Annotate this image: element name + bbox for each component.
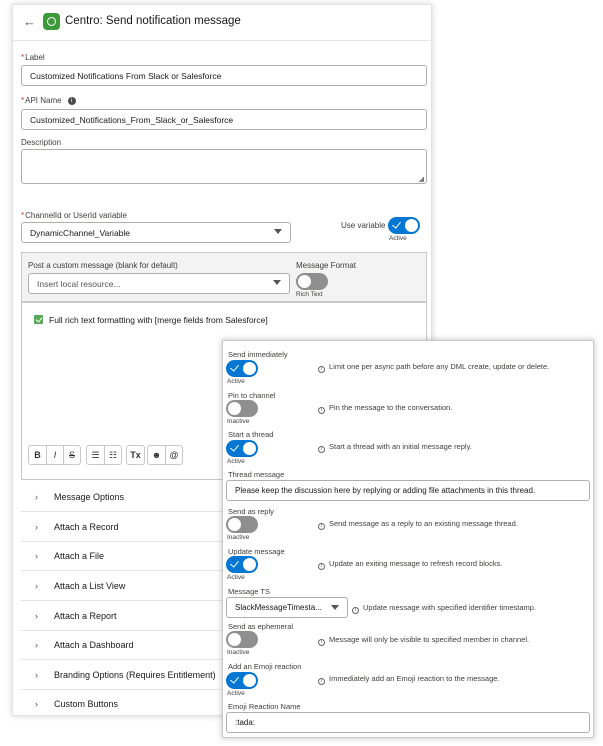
accordion-attach-record[interactable]: › Attach a Record — [21, 512, 427, 542]
emoji-name-label: Emoji Reaction Name — [228, 702, 301, 711]
chevron-right-icon: › — [35, 551, 38, 561]
start-thread-toggle[interactable] — [226, 440, 258, 457]
send-ephemeral-toggle[interactable] — [226, 631, 258, 648]
message-ts-value: SlackMessageTimesta... — [235, 603, 322, 612]
chevron-right-icon: › — [35, 581, 38, 591]
send-ephemeral-state: Inactive — [227, 649, 250, 656]
message-options-panel — [222, 340, 594, 738]
info-circle-icon: i — [352, 607, 359, 614]
send-as-reply-toggle[interactable] — [226, 516, 258, 533]
accordion-attach-dashboard[interactable]: › Attach a Dashboard — [21, 630, 427, 660]
chevron-right-icon: › — [35, 670, 38, 680]
send-immediately-toggle[interactable] — [226, 360, 258, 377]
pin-to-channel-label: Pin to channel — [228, 391, 276, 400]
bullet-list-button[interactable]: ☰ — [91, 450, 100, 460]
custom-message-label: Post a custom message (blank for default) — [28, 261, 178, 270]
chevron-right-icon: › — [35, 640, 38, 650]
message-ts-select[interactable] — [226, 597, 348, 618]
chevron-down-icon — [273, 280, 281, 285]
rich-text-content: Full rich text formatting with [merge fields from Salesforce] — [34, 315, 268, 325]
chevron-right-icon: › — [35, 699, 38, 709]
pin-to-channel-desc: i Pin the message to the conversation. — [318, 403, 452, 414]
accordion-attach-report[interactable]: › Attach a Report — [21, 601, 427, 631]
send-immediately-state: Active — [227, 378, 245, 385]
message-format-label: Message Format — [296, 261, 357, 270]
accordion-custom-buttons[interactable]: › Custom Buttons — [35, 699, 119, 709]
use-variable-toggle[interactable] — [388, 217, 420, 234]
centro-logo-icon — [43, 13, 60, 30]
numbered-list-button[interactable]: ☷ — [104, 446, 121, 464]
italic-button[interactable]: I — [46, 446, 63, 464]
api-name-input[interactable]: Customized_Notifications_From_Slack_or_Salesforce — [21, 109, 427, 130]
checkmark-icon — [34, 315, 43, 324]
send-immediately-label: Send immediately — [228, 350, 288, 359]
pin-to-channel-toggle[interactable] — [226, 400, 258, 417]
update-message-toggle[interactable] — [226, 556, 258, 573]
bold-button[interactable]: B — [34, 450, 41, 460]
back-arrow-icon[interactable]: ← — [23, 14, 36, 29]
info-circle-icon: i — [318, 446, 325, 453]
update-message-desc: i Update an exiting message to refresh record blocks. — [318, 559, 502, 570]
emoji-reaction-label: Add an Emoji reaction — [228, 662, 302, 671]
send-ephemeral-desc: i Message will only be visible to specified member in channel. — [318, 635, 529, 646]
insert-toolbar — [147, 445, 183, 465]
info-circle-icon: i — [318, 563, 325, 570]
use-variable-state: Active — [389, 235, 407, 242]
info-circle-icon: i — [318, 639, 325, 646]
local-resource-select[interactable] — [28, 273, 290, 294]
send-as-reply-label: Send as reply — [228, 507, 274, 516]
update-message-label: Update message — [228, 547, 285, 556]
label-input[interactable]: Customized Notifications From Slack or Salesforce — [21, 65, 427, 86]
channel-select[interactable] — [21, 222, 291, 243]
emoji-button[interactable]: ☻ — [151, 450, 162, 460]
use-variable-label: Use variable — [341, 221, 386, 230]
thread-message-label: Thread message — [228, 470, 285, 479]
chevron-right-icon: › — [35, 611, 38, 621]
chevron-right-icon: › — [35, 522, 38, 532]
update-message-state: Active — [227, 574, 245, 581]
message-ts-label: Message TS — [228, 587, 270, 596]
description-label: Description — [21, 138, 62, 147]
text-style-toolbar — [28, 445, 81, 465]
accordion-attach-list-view[interactable]: › Attach a List View — [21, 571, 427, 601]
info-circle-icon: i — [318, 678, 325, 685]
info-circle-icon: i — [318, 523, 325, 530]
send-as-reply-desc: i Send message as a reply to an existing message thread. — [318, 519, 518, 530]
label-field-label: *Label — [21, 53, 45, 62]
emoji-reaction-state: Active — [227, 690, 245, 697]
emoji-reaction-toggle[interactable] — [226, 672, 258, 689]
chevron-down-icon — [274, 229, 282, 234]
message-format-state: Rich Text — [296, 291, 323, 298]
channel-label: *ChannelId or UserId variable — [21, 211, 127, 220]
start-thread-state: Active — [227, 458, 245, 465]
emoji-name-input[interactable]: :tada: — [226, 712, 590, 733]
thread-message-input[interactable]: Please keep the discussion here by replying or adding file attachments in this thread. — [226, 480, 590, 501]
api-name-label: *API Name i — [21, 96, 76, 105]
pin-to-channel-state: Inactive — [227, 418, 250, 425]
emoji-reaction-desc: i Immediately add an Emoji reaction to the message. — [318, 674, 500, 685]
accordion-branding-options[interactable]: › Branding Options (Requires Entitlement) — [21, 660, 427, 690]
info-circle-icon: i — [318, 366, 325, 373]
mention-button[interactable]: @ — [165, 446, 182, 464]
description-textarea[interactable] — [21, 149, 427, 184]
send-as-reply-state: Inactive — [227, 534, 250, 541]
strikethrough-button[interactable]: S — [63, 446, 80, 464]
start-thread-desc: i Start a thread with an initial message reply. — [318, 442, 472, 453]
panel-header — [13, 5, 431, 41]
page-title: Centro: Send notification message — [65, 15, 241, 27]
send-immediately-desc: i Limit one per async path before any DML create, update or delete. — [318, 362, 549, 373]
local-resource-placeholder: Insert local resource... — [37, 279, 121, 289]
chevron-down-icon — [331, 605, 339, 610]
list-toolbar — [86, 445, 122, 465]
start-thread-label: Start a thread — [228, 430, 274, 439]
resize-handle-icon[interactable]: ◢ — [418, 176, 424, 183]
format-toolbar — [126, 445, 145, 465]
accordion-message-options[interactable]: › Message Options — [21, 482, 427, 512]
accordion-attach-file[interactable]: › Attach a File — [21, 541, 427, 571]
channel-select-value: DynamicChannel_Variable — [30, 228, 131, 238]
send-ephemeral-label: Send as ephemeral — [228, 622, 294, 631]
clear-format-button[interactable]: Tx — [130, 450, 141, 460]
custom-message-section — [21, 252, 427, 302]
message-format-toggle[interactable] — [296, 273, 328, 290]
info-circle-icon: i — [318, 407, 325, 414]
info-icon[interactable]: i — [68, 97, 76, 105]
chevron-right-icon: › — [35, 492, 38, 502]
message-ts-desc: i Update message with specified identifier timestamp. — [352, 603, 536, 614]
